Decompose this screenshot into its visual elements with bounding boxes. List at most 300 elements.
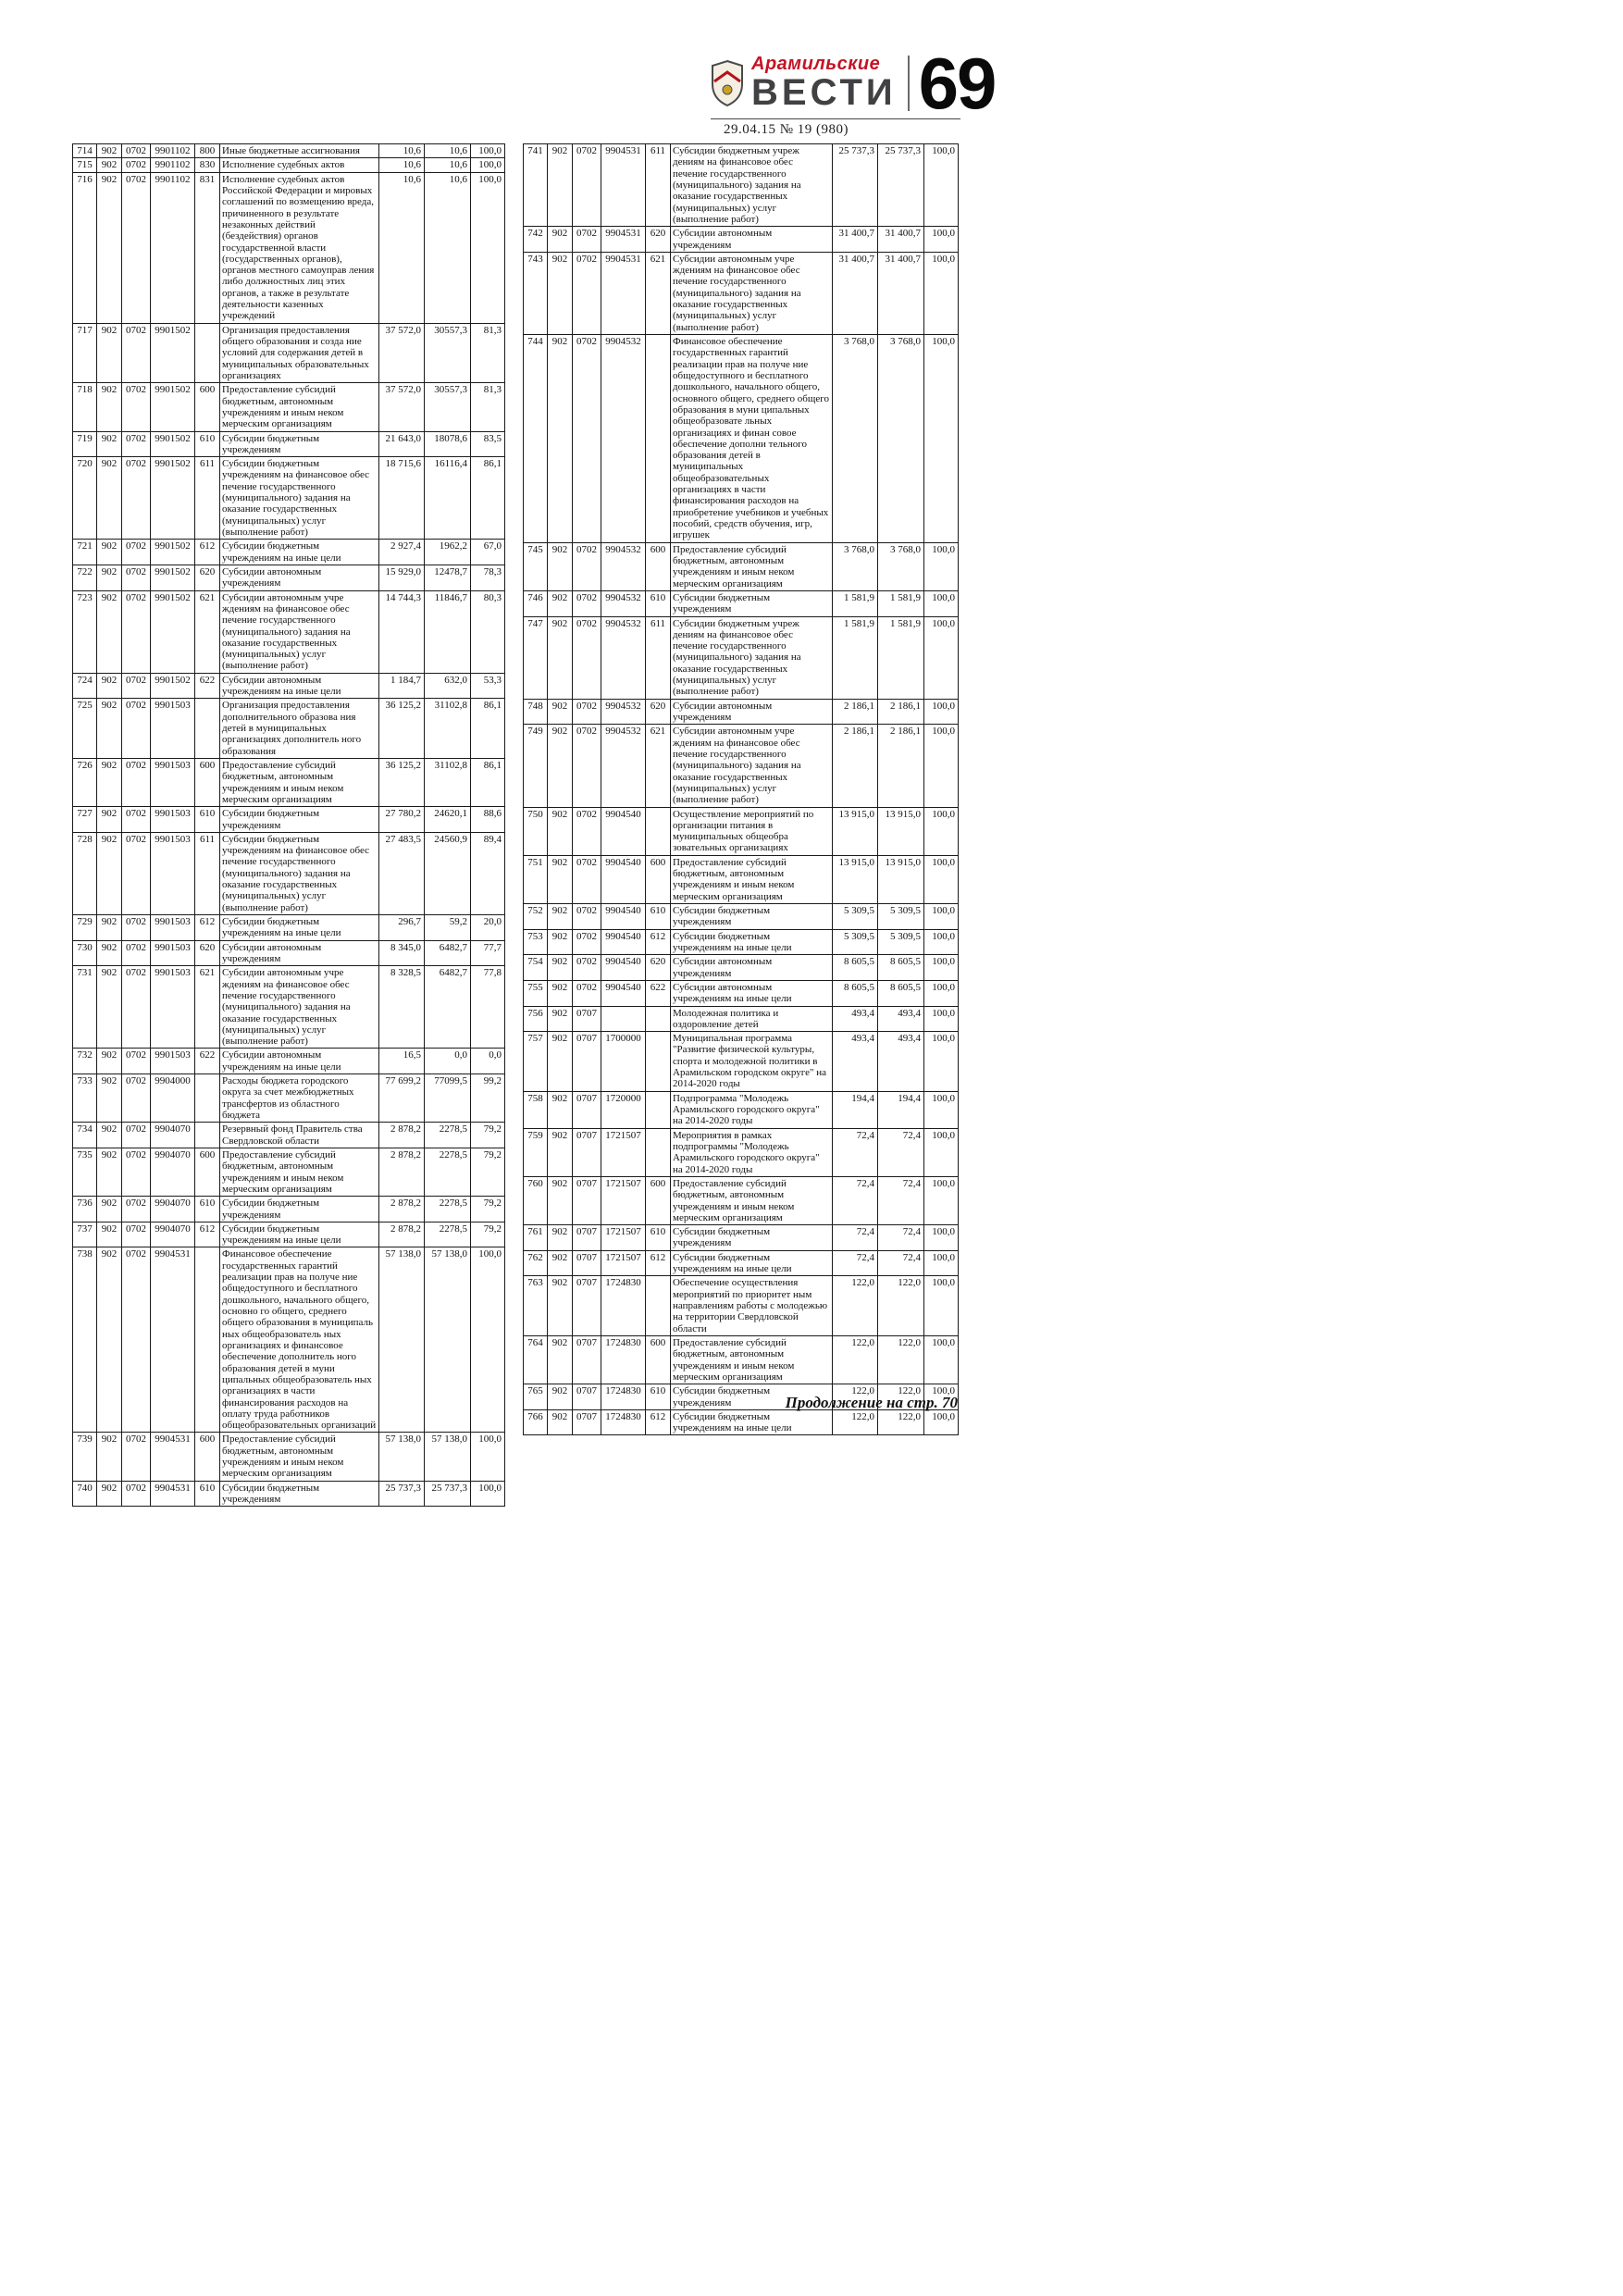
percent-value: 100,0 bbox=[924, 725, 959, 807]
target-article-code: 1724830 bbox=[601, 1276, 646, 1336]
fact-value: 6482,7 bbox=[425, 940, 471, 966]
target-article-code: 9904531 bbox=[151, 1481, 195, 1507]
section-code: 0702 bbox=[573, 807, 601, 855]
grbs-code: 902 bbox=[548, 227, 573, 253]
expense-description: Субсидии бюджетным учреж дениям на финансовое обес печение государственного (муниципального) задания на оказание государственных (муниципальных) услуг (выполнение работ) bbox=[671, 616, 833, 699]
table-row bbox=[73, 758, 505, 806]
grbs-code: 902 bbox=[548, 1032, 573, 1092]
percent-value: 20,0 bbox=[471, 915, 505, 941]
percent-value: 100,0 bbox=[924, 929, 959, 955]
grbs-code: 902 bbox=[97, 431, 122, 457]
table-row bbox=[73, 1074, 505, 1123]
fact-value: 1962,2 bbox=[425, 540, 471, 565]
row-number: 737 bbox=[73, 1222, 97, 1247]
expense-type-code: 620 bbox=[195, 940, 220, 966]
percent-value: 86,1 bbox=[471, 699, 505, 759]
expense-description: Обеспечение осуществления мероприятий по приоритет ным направлениям работы с молодежью на территории Свердловской области bbox=[671, 1276, 833, 1336]
row-number: 747 bbox=[524, 616, 548, 699]
section-code: 0707 bbox=[573, 1091, 601, 1128]
fact-value: 18078,6 bbox=[425, 431, 471, 457]
target-article-code: 9901502 bbox=[151, 540, 195, 565]
table-row bbox=[524, 542, 959, 590]
expense-type-code: 612 bbox=[195, 1222, 220, 1247]
plan-value: 1 581,9 bbox=[833, 616, 878, 699]
expense-description: Субсидии автономным учреждениям на иные цели bbox=[220, 673, 379, 699]
row-number: 726 bbox=[73, 758, 97, 806]
table-row bbox=[73, 158, 505, 172]
row-number: 717 bbox=[73, 323, 97, 383]
fact-value: 57 138,0 bbox=[425, 1247, 471, 1433]
plan-value: 3 768,0 bbox=[833, 542, 878, 590]
plan-value: 122,0 bbox=[833, 1276, 878, 1336]
percent-value: 99,2 bbox=[471, 1074, 505, 1123]
expense-description: Резервный фонд Правитель ства Свердловской области bbox=[220, 1123, 379, 1148]
section-code: 0707 bbox=[573, 1176, 601, 1224]
section-code: 0702 bbox=[122, 383, 151, 431]
expense-description: Субсидии автономным учре ждениям на финансовое обес печение государственного (муниципального) задания на оказание государственных (муниципальных) услуг (выполнение работ) bbox=[220, 966, 379, 1049]
masthead bbox=[711, 43, 996, 139]
plan-value: 2 186,1 bbox=[833, 725, 878, 807]
masthead-divider bbox=[908, 56, 910, 111]
section-code: 0702 bbox=[122, 832, 151, 914]
percent-value: 88,6 bbox=[471, 807, 505, 833]
row-number: 751 bbox=[524, 855, 548, 903]
grbs-code: 902 bbox=[548, 590, 573, 616]
fact-value: 24560,9 bbox=[425, 832, 471, 914]
grbs-code: 902 bbox=[548, 1250, 573, 1276]
target-article-code: 9904070 bbox=[151, 1197, 195, 1222]
section-code: 0702 bbox=[573, 252, 601, 334]
fact-value: 493,4 bbox=[878, 1006, 924, 1032]
row-number: 716 bbox=[73, 172, 97, 323]
table-row bbox=[73, 966, 505, 1049]
row-number: 725 bbox=[73, 699, 97, 759]
fact-value: 11846,7 bbox=[425, 590, 471, 673]
percent-value: 100,0 bbox=[924, 1091, 959, 1128]
section-code: 0707 bbox=[573, 1335, 601, 1384]
row-number: 733 bbox=[73, 1074, 97, 1123]
budget-table-left bbox=[72, 143, 505, 1507]
expense-type-code: 610 bbox=[195, 1197, 220, 1222]
plan-value: 27 483,5 bbox=[379, 832, 425, 914]
row-number: 724 bbox=[73, 673, 97, 699]
table-row bbox=[524, 1176, 959, 1224]
fact-value: 8 605,5 bbox=[878, 980, 924, 1006]
expense-type-code: 611 bbox=[195, 457, 220, 540]
section-code: 0702 bbox=[122, 1481, 151, 1507]
plan-value: 21 643,0 bbox=[379, 431, 425, 457]
expense-type-code: 600 bbox=[195, 1148, 220, 1196]
row-number: 732 bbox=[73, 1049, 97, 1074]
percent-value: 100,0 bbox=[471, 144, 505, 158]
grbs-code: 902 bbox=[97, 832, 122, 914]
grbs-code: 902 bbox=[97, 1123, 122, 1148]
expense-description: Предоставление субсидий бюджетным, автономным учреждениям и иным неком мерческим организациям bbox=[671, 855, 833, 903]
grbs-code: 902 bbox=[548, 1225, 573, 1251]
percent-value: 83,5 bbox=[471, 431, 505, 457]
percent-value: 0,0 bbox=[471, 1049, 505, 1074]
fact-value: 3 768,0 bbox=[878, 542, 924, 590]
target-article-code: 9904540 bbox=[601, 955, 646, 981]
expense-type-code: 620 bbox=[195, 565, 220, 590]
expense-description: Субсидии бюджетным учреждениям bbox=[220, 807, 379, 833]
row-number: 753 bbox=[524, 929, 548, 955]
row-number: 730 bbox=[73, 940, 97, 966]
target-article-code: 9901503 bbox=[151, 807, 195, 833]
expense-description: Предоставление субсидий бюджетным, автономным учреждениям и иным неком мерческим организациям bbox=[220, 1148, 379, 1196]
target-article-code: 9904531 bbox=[151, 1247, 195, 1433]
target-article-code: 9904540 bbox=[601, 929, 646, 955]
percent-value: 77,8 bbox=[471, 966, 505, 1049]
section-code: 0702 bbox=[122, 1197, 151, 1222]
section-code: 0707 bbox=[573, 1250, 601, 1276]
expense-description: Субсидии бюджетным учреждениям bbox=[220, 1481, 379, 1507]
grbs-code: 902 bbox=[97, 590, 122, 673]
expense-description: Подпрограмма "Молодежь Арамильского городского округа" на 2014-2020 годы bbox=[671, 1091, 833, 1128]
expense-type-code: 622 bbox=[195, 1049, 220, 1074]
percent-value: 100,0 bbox=[924, 855, 959, 903]
row-number: 758 bbox=[524, 1091, 548, 1128]
expense-type-code: 610 bbox=[646, 590, 671, 616]
fact-value: 2 186,1 bbox=[878, 725, 924, 807]
expense-type-code: 610 bbox=[195, 1481, 220, 1507]
plan-value: 77 699,2 bbox=[379, 1074, 425, 1123]
grbs-code: 902 bbox=[548, 807, 573, 855]
section-code: 0707 bbox=[573, 1409, 601, 1435]
row-number: 754 bbox=[524, 955, 548, 981]
grbs-code: 902 bbox=[97, 673, 122, 699]
expense-description: Предоставление субсидий бюджетным, автономным учреждениям и иным неком мерческим организациям bbox=[671, 1335, 833, 1384]
fact-value: 5 309,5 bbox=[878, 929, 924, 955]
table-row bbox=[524, 1128, 959, 1176]
budget-table-right bbox=[523, 143, 959, 1435]
table-row bbox=[524, 725, 959, 807]
target-article-code: 9901102 bbox=[151, 158, 195, 172]
section-code: 0702 bbox=[573, 699, 601, 725]
expense-description: Предоставление субсидий бюджетным, автономным учреждениям и иным неком мерческим организациям bbox=[671, 542, 833, 590]
grbs-code: 902 bbox=[548, 1128, 573, 1176]
expense-description: Субсидии бюджетным учреждениям на иные цели bbox=[220, 1222, 379, 1247]
expense-description: Субсидии бюджетным учреж дениям на финансовое обес печение государственного (муниципального) задания на оказание государственных (муниципальных) услуг (выполнение работ) bbox=[671, 144, 833, 227]
expense-type-code: 612 bbox=[195, 915, 220, 941]
section-code: 0707 bbox=[573, 1006, 601, 1032]
target-article-code: 9901503 bbox=[151, 940, 195, 966]
target-article-code: 9901102 bbox=[151, 144, 195, 158]
percent-value: 100,0 bbox=[471, 1433, 505, 1481]
percent-value: 100,0 bbox=[924, 980, 959, 1006]
target-article-code: 9904540 bbox=[601, 904, 646, 930]
target-article-code: 1721507 bbox=[601, 1225, 646, 1251]
percent-value: 81,3 bbox=[471, 383, 505, 431]
expense-type-code: 621 bbox=[195, 590, 220, 673]
section-code: 0702 bbox=[122, 172, 151, 323]
grbs-code: 902 bbox=[97, 1148, 122, 1196]
table-row bbox=[73, 144, 505, 158]
percent-value: 80,3 bbox=[471, 590, 505, 673]
expense-description: Субсидии бюджетным учреждениям на финансовое обес печение государственного (муниципального) задания на оказание государственных (муниципальных) услуг (выполнение работ) bbox=[220, 832, 379, 914]
expense-type-code: 620 bbox=[646, 955, 671, 981]
table-row bbox=[73, 807, 505, 833]
grbs-code: 902 bbox=[548, 335, 573, 543]
expense-type-code: 600 bbox=[646, 1176, 671, 1224]
table-row bbox=[73, 915, 505, 941]
expense-type-code: 621 bbox=[646, 725, 671, 807]
table-row bbox=[524, 1276, 959, 1336]
plan-value: 2 878,2 bbox=[379, 1123, 425, 1148]
grbs-code: 902 bbox=[97, 758, 122, 806]
percent-value: 100,0 bbox=[924, 1335, 959, 1384]
grbs-code: 902 bbox=[548, 1091, 573, 1128]
section-code: 0702 bbox=[122, 565, 151, 590]
table-row bbox=[524, 1032, 959, 1092]
plan-value: 25 737,3 bbox=[379, 1481, 425, 1507]
fact-value: 122,0 bbox=[878, 1384, 924, 1410]
section-code: 0702 bbox=[122, 158, 151, 172]
percent-value: 100,0 bbox=[924, 616, 959, 699]
section-code: 0702 bbox=[573, 980, 601, 1006]
row-number: 718 bbox=[73, 383, 97, 431]
continuation-note: Продолжение на стр. 70 bbox=[785, 1394, 958, 1411]
expense-type-code bbox=[195, 1247, 220, 1433]
grbs-code: 902 bbox=[548, 1176, 573, 1224]
percent-value: 100,0 bbox=[924, 227, 959, 253]
fact-value: 31102,8 bbox=[425, 699, 471, 759]
section-code: 0702 bbox=[122, 323, 151, 383]
percent-value: 100,0 bbox=[924, 144, 959, 227]
expense-description: Исполнение судебных актов bbox=[220, 158, 379, 172]
section-code: 0702 bbox=[122, 1148, 151, 1196]
plan-value: 25 737,3 bbox=[833, 144, 878, 227]
row-number: 741 bbox=[524, 144, 548, 227]
target-article-code: 1724830 bbox=[601, 1335, 646, 1384]
percent-value: 81,3 bbox=[471, 323, 505, 383]
percent-value: 100,0 bbox=[471, 172, 505, 323]
table-row bbox=[524, 1006, 959, 1032]
fact-value: 2278,5 bbox=[425, 1148, 471, 1196]
percent-value: 86,1 bbox=[471, 758, 505, 806]
grbs-code: 902 bbox=[97, 565, 122, 590]
expense-description: Исполнение судебных актов Российской Федерации и мировых соглашений по возмещению вреда, причиненного в результате незаконных действий (бездействия) органов государственной власти (государственных органов), органов местного самоуправ ления либо должностных лиц этих органов, а также в результате деятельности казенных учреждений bbox=[220, 172, 379, 323]
table-row bbox=[73, 1148, 505, 1196]
masthead-title: ВЕСТИ bbox=[751, 72, 897, 113]
masthead-brand-row bbox=[711, 43, 996, 124]
target-article-code: 9904532 bbox=[601, 699, 646, 725]
expense-description: Субсидии бюджетным учреждениям bbox=[671, 1225, 833, 1251]
fact-value: 30557,3 bbox=[425, 323, 471, 383]
expense-type-code: 612 bbox=[646, 1409, 671, 1435]
plan-value: 37 572,0 bbox=[379, 383, 425, 431]
fact-value: 10,6 bbox=[425, 158, 471, 172]
row-number: 721 bbox=[73, 540, 97, 565]
percent-value: 67,0 bbox=[471, 540, 505, 565]
table-row bbox=[524, 1225, 959, 1251]
target-article-code: 9904532 bbox=[601, 542, 646, 590]
expense-type-code: 600 bbox=[195, 383, 220, 431]
row-number: 749 bbox=[524, 725, 548, 807]
plan-value: 36 125,2 bbox=[379, 699, 425, 759]
expense-type-code: 622 bbox=[646, 980, 671, 1006]
expense-description: Предоставление субсидий бюджетным, автономным учреждениям и иным неком мерческим организациям bbox=[220, 1433, 379, 1481]
target-article-code: 1724830 bbox=[601, 1384, 646, 1410]
grbs-code: 902 bbox=[548, 1276, 573, 1336]
plan-value: 3 768,0 bbox=[833, 335, 878, 543]
target-article-code: 9901503 bbox=[151, 758, 195, 806]
grbs-code: 902 bbox=[97, 1433, 122, 1481]
table-row bbox=[524, 855, 959, 903]
expense-type-code: 612 bbox=[646, 1250, 671, 1276]
table-row bbox=[524, 1409, 959, 1435]
section-code: 0702 bbox=[122, 1074, 151, 1123]
percent-value: 100,0 bbox=[924, 335, 959, 543]
grbs-code: 902 bbox=[97, 1197, 122, 1222]
table-row bbox=[524, 807, 959, 855]
row-number: 736 bbox=[73, 1197, 97, 1222]
percent-value: 78,3 bbox=[471, 565, 505, 590]
table-row bbox=[524, 955, 959, 981]
target-article-code: 9904540 bbox=[601, 855, 646, 903]
target-article-code: 1724830 bbox=[601, 1409, 646, 1435]
section-code: 0702 bbox=[122, 966, 151, 1049]
target-article-code: 9901503 bbox=[151, 1049, 195, 1074]
grbs-code: 902 bbox=[548, 1409, 573, 1435]
table-row bbox=[73, 1481, 505, 1507]
row-number: 756 bbox=[524, 1006, 548, 1032]
fact-value: 25 737,3 bbox=[425, 1481, 471, 1507]
fact-value: 6482,7 bbox=[425, 966, 471, 1049]
grbs-code: 902 bbox=[97, 383, 122, 431]
table-row bbox=[524, 904, 959, 930]
grbs-code: 902 bbox=[97, 323, 122, 383]
table-row bbox=[524, 335, 959, 543]
table-row bbox=[73, 457, 505, 540]
table-row bbox=[524, 980, 959, 1006]
table-row bbox=[524, 1091, 959, 1128]
row-number: 757 bbox=[524, 1032, 548, 1092]
percent-value: 100,0 bbox=[924, 1409, 959, 1435]
percent-value: 53,3 bbox=[471, 673, 505, 699]
plan-value: 493,4 bbox=[833, 1032, 878, 1092]
row-number: 714 bbox=[73, 144, 97, 158]
section-code: 0702 bbox=[122, 1049, 151, 1074]
plan-value: 72,4 bbox=[833, 1225, 878, 1251]
target-article-code: 9904531 bbox=[151, 1433, 195, 1481]
section-code: 0702 bbox=[122, 807, 151, 833]
section-code: 0702 bbox=[122, 940, 151, 966]
fact-value: 25 737,3 bbox=[878, 144, 924, 227]
percent-value: 100,0 bbox=[924, 1225, 959, 1251]
target-article-code: 9904532 bbox=[601, 616, 646, 699]
table-row bbox=[73, 1049, 505, 1074]
fact-value: 1 581,9 bbox=[878, 590, 924, 616]
plan-value: 37 572,0 bbox=[379, 323, 425, 383]
fact-value: 31102,8 bbox=[425, 758, 471, 806]
fact-value: 194,4 bbox=[878, 1091, 924, 1128]
section-code: 0707 bbox=[573, 1032, 601, 1092]
target-article-code: 9901502 bbox=[151, 590, 195, 673]
section-code: 0702 bbox=[122, 144, 151, 158]
fact-value: 16116,4 bbox=[425, 457, 471, 540]
table-row bbox=[73, 383, 505, 431]
fact-value: 2278,5 bbox=[425, 1222, 471, 1247]
plan-value: 72,4 bbox=[833, 1128, 878, 1176]
percent-value: 100,0 bbox=[924, 542, 959, 590]
table-row bbox=[73, 940, 505, 966]
target-article-code: 9904532 bbox=[601, 335, 646, 543]
section-code: 0702 bbox=[573, 725, 601, 807]
expense-type-code bbox=[195, 1074, 220, 1123]
percent-value: 100,0 bbox=[471, 1481, 505, 1507]
fact-value: 632,0 bbox=[425, 673, 471, 699]
section-code: 0702 bbox=[122, 673, 151, 699]
fact-value: 57 138,0 bbox=[425, 1433, 471, 1481]
row-number: 766 bbox=[524, 1409, 548, 1435]
section-code: 0702 bbox=[573, 904, 601, 930]
fact-value: 72,4 bbox=[878, 1176, 924, 1224]
expense-type-code bbox=[646, 335, 671, 543]
expense-description: Субсидии автономным учре ждениям на финансовое обес печение государственного (муниципального) задания на оказание государственных (муниципальных) услуг (выполнение работ) bbox=[671, 252, 833, 334]
section-code: 0702 bbox=[122, 1433, 151, 1481]
grbs-code: 902 bbox=[548, 855, 573, 903]
fact-value: 30557,3 bbox=[425, 383, 471, 431]
grbs-code: 902 bbox=[97, 1049, 122, 1074]
plan-value: 13 915,0 bbox=[833, 855, 878, 903]
row-number: 746 bbox=[524, 590, 548, 616]
grbs-code: 902 bbox=[97, 699, 122, 759]
target-article-code: 9904531 bbox=[601, 252, 646, 334]
target-article-code: 9901503 bbox=[151, 966, 195, 1049]
section-code: 0707 bbox=[573, 1384, 601, 1410]
fact-value: 72,4 bbox=[878, 1250, 924, 1276]
expense-description: Финансовое обеспечение государственных гарантий реализации прав на получе ние общедоступного и бесплатного дошкольного, начального общего, основного общего, среднего общего образования в муни ципальных общеобразовате льных организациях и финан совое обеспечение дополни тельного образования детей в муниципальных общеобразовательных организациях в части финансирования расходов на приобретение учебников и учебных пособий, средств обучения, игр, игрушек bbox=[671, 335, 833, 543]
percent-value: 100,0 bbox=[924, 1250, 959, 1276]
table-row bbox=[524, 227, 959, 253]
expense-type-code: 612 bbox=[646, 929, 671, 955]
expense-type-code: 610 bbox=[646, 904, 671, 930]
expense-type-code: 621 bbox=[646, 252, 671, 334]
fact-value: 31 400,7 bbox=[878, 252, 924, 334]
plan-value: 15 929,0 bbox=[379, 565, 425, 590]
plan-value: 8 328,5 bbox=[379, 966, 425, 1049]
percent-value: 100,0 bbox=[924, 1032, 959, 1092]
expense-description: Организация предоставления общего образования и созда ние условий для содержания детей в муниципальных образовательных организациях bbox=[220, 323, 379, 383]
section-code: 0702 bbox=[122, 915, 151, 941]
table-row bbox=[73, 673, 505, 699]
expense-type-code: 800 bbox=[195, 144, 220, 158]
fact-value: 13 915,0 bbox=[878, 807, 924, 855]
fact-value: 12478,7 bbox=[425, 565, 471, 590]
section-code: 0702 bbox=[122, 699, 151, 759]
plan-value: 57 138,0 bbox=[379, 1247, 425, 1433]
plan-value: 2 878,2 bbox=[379, 1197, 425, 1222]
table-row bbox=[524, 1335, 959, 1384]
section-code: 0702 bbox=[122, 431, 151, 457]
target-article-code: 9904070 bbox=[151, 1123, 195, 1148]
row-number: 750 bbox=[524, 807, 548, 855]
percent-value: 79,2 bbox=[471, 1197, 505, 1222]
table-row bbox=[524, 616, 959, 699]
plan-value: 8 605,5 bbox=[833, 955, 878, 981]
percent-value: 100,0 bbox=[924, 1384, 959, 1410]
section-code: 0702 bbox=[573, 227, 601, 253]
expense-type-code: 600 bbox=[195, 758, 220, 806]
plan-value: 8 345,0 bbox=[379, 940, 425, 966]
fact-value: 10,6 bbox=[425, 172, 471, 323]
expense-type-code bbox=[646, 1006, 671, 1032]
fact-value: 2278,5 bbox=[425, 1123, 471, 1148]
plan-value: 27 780,2 bbox=[379, 807, 425, 833]
fact-value: 24620,1 bbox=[425, 807, 471, 833]
percent-value: 100,0 bbox=[924, 904, 959, 930]
